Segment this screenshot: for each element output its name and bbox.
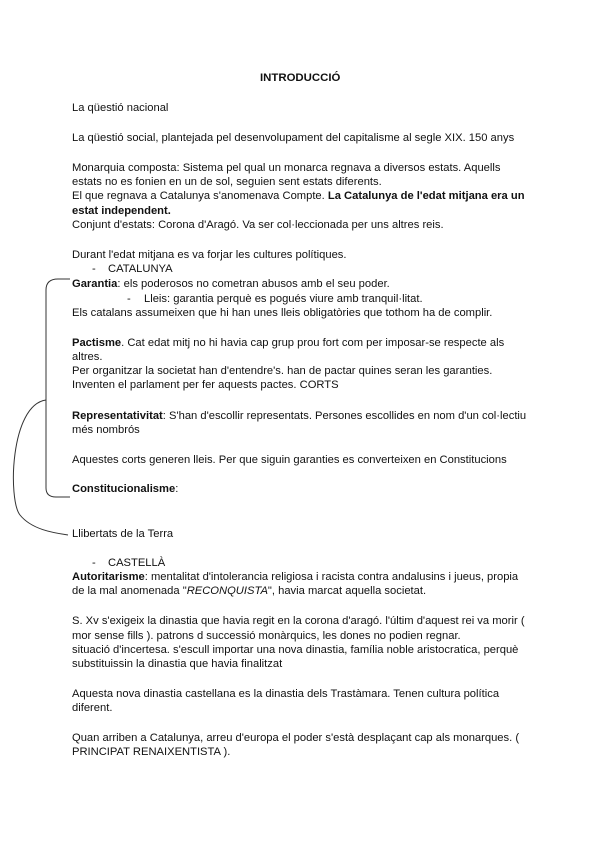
text-line: Conjunt d'estats: Corona d'Aragó. Va ser col·leccionada per uns altres reis. bbox=[72, 219, 444, 231]
text-line: La qüestió social, plantejada pel desenvolupament del capitalisme al segle XIX. 150 anys bbox=[72, 132, 515, 144]
term-pactisme: Pactisme bbox=[72, 337, 122, 349]
text-line: Per organitzar la societat han d'entendre's. han de pactar quines seran les garanties. bbox=[72, 365, 493, 377]
text-span: : bbox=[175, 483, 179, 495]
list-bullet: - bbox=[92, 263, 96, 275]
text-span: de la mal anomenada " bbox=[72, 585, 187, 597]
text-span: El que regnava a Catalunya s'anomenava Compte. bbox=[72, 190, 328, 202]
bold-text: estat independent. bbox=[72, 205, 171, 217]
text-line: diferent. bbox=[72, 702, 113, 714]
curve-connector bbox=[13, 400, 68, 535]
list-bullet: - bbox=[92, 557, 96, 569]
text-line: Aquestes corts generen lleis. Per que siguin garanties es converteixen en Constitucions bbox=[72, 454, 507, 466]
text-line: PRINCIPAT RENAIXENTISTA ). bbox=[72, 746, 231, 758]
text-line: estats no es fonien en un de sol, seguien sent estats diferents. bbox=[72, 176, 382, 188]
text-line: Els catalans assumeixen que hi han unes lleis obligatòries que tothom ha de complir. bbox=[72, 307, 493, 319]
text-line: Inventen el parlament per fer aquests pactes. CORTS bbox=[72, 379, 339, 391]
text-line: altres. bbox=[72, 351, 103, 363]
bold-text: La Catalunya de l'edat mitjana era un bbox=[327, 190, 525, 202]
text-line: La qüestió nacional bbox=[72, 102, 169, 114]
text-line: Aquesta nova dinastia castellana es la dinastia dels Trastàmara. Tenen cultura política bbox=[72, 688, 500, 700]
text-line: situació d'incertesa. s'escull importar una nova dinastia, família noble aristocratica, perquè bbox=[72, 644, 519, 656]
text-line: Durant l'edat mitjana es va forjar les cultures polítiques. bbox=[72, 249, 347, 261]
term-constitucionalisme: Constitucionalisme bbox=[72, 483, 176, 495]
text-line: Quan arriben a Catalunya, arreu d'europa el poder s'està desplaçant cap als monarques. ( bbox=[72, 732, 520, 744]
text-line: substituissin la dinastia que havia finalitzat bbox=[72, 658, 283, 670]
bracket-line bbox=[46, 279, 70, 497]
text-span: ", havia marcat aquella societat. bbox=[267, 585, 427, 597]
text-line: Monarquia composta: Sistema pel qual un monarca regnava a diversos estats. Aquells bbox=[72, 162, 501, 174]
text-line: més nombrós bbox=[72, 424, 140, 436]
text-line: Lleis: garantia perquè es pogués viure amb tranquil·litat. bbox=[144, 293, 423, 305]
section-heading-catalunya: CATALUNYA bbox=[108, 263, 173, 275]
text-line: S. Xv s'exigeix la dinastia que havia regit en la corona d'aragó. l'últim d'aquest rei va morir ( bbox=[72, 615, 525, 627]
text-line: Llibertats de la Terra bbox=[72, 528, 174, 540]
term-garantia: Garantia bbox=[72, 278, 118, 290]
italic-text: RECONQUISTA bbox=[186, 585, 268, 597]
term-representativitat: Representativitat bbox=[72, 410, 163, 422]
text-span: : els poderosos no cometran abusos amb el seu poder. bbox=[117, 278, 390, 290]
page-title: INTRODUCCIÓ bbox=[260, 72, 341, 84]
section-heading-castella: CASTELLÀ bbox=[108, 557, 166, 569]
term-autoritarisme: Autoritarisme bbox=[72, 571, 145, 583]
list-bullet: - bbox=[127, 293, 131, 305]
text-span: . Cat edat mitj no hi havia cap grup prou fort com per imposar-se respecte als bbox=[121, 337, 505, 349]
text-span: : mentalitat d'intolerancia religiosa i racista contra andalusins i jueus, propia bbox=[144, 571, 519, 583]
text-span: : S'han d'escollir representats. Persones escollides en nom d'un col·lectiu bbox=[162, 410, 527, 422]
text-line: mor sense fills ). patrons d successió monàrquics, les dones no podien regnar. bbox=[72, 630, 461, 642]
